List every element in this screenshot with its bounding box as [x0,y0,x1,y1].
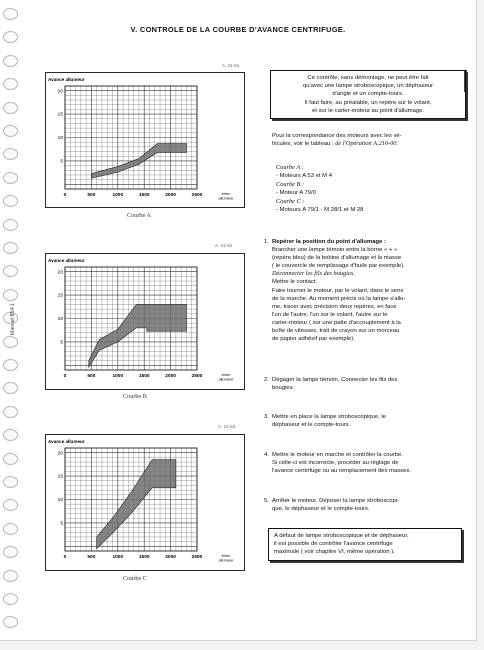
step-line: ( le couvercle de remplissage d'huile par exemple). [272,263,405,270]
caption-courbe-c: Courbe C [123,575,147,582]
step-number: 3. [264,414,269,420]
curve-engines: - Moteurs A 79/1 - M 28/1 et M 28 [276,207,364,214]
y-tick-label: 15 [57,474,63,480]
x-tick-label: 500 [87,193,96,198]
step-line: Mettre en place la lampe stroboscopique, le [272,414,386,420]
binder-hole [3,8,18,20]
x-tick-label: 2500 [191,193,203,198]
x-axis-label: allumeur [218,557,234,563]
step-line: Arrêter le moteur. Déposer la lampe stroboscopi- [272,498,400,504]
intro-line: qu'avec une lampe stroboscopique, un déphaseur [302,83,434,90]
x-tick-label: 1500 [138,193,150,198]
final-note-line: il est possible de contrôler l'avance centrifuge [274,541,393,548]
y-tick-label: 5 [60,521,63,527]
y-tick-label: 20 [57,270,63,276]
step-line: Faire tourner le moteur, par le volant, dans le sens [272,287,404,294]
step-line: Mettre le contact. [272,279,318,286]
binder-hole [3,476,18,488]
x-tick-label: 1000 [112,193,124,198]
x-tick-label: 0 [63,193,67,198]
y-tick-label: 10 [57,136,63,142]
side-label: Manuel 854-1 [10,303,16,335]
x-tick-label: 1000 [112,555,124,560]
x-tick-label: 500 [87,374,96,379]
correspondence-note [272,132,468,148]
binder-hole [3,78,18,90]
y-tick-label: 5 [60,340,63,346]
step-line: carter-moteur ( sur une patte d'accouplement à la [272,319,401,326]
binder-hole [3,289,18,301]
y-tick-label: 10 [57,498,63,504]
binder-hole [3,195,18,207]
binder-hole [3,429,18,441]
binder-hole [3,523,18,535]
step-number: 2. [264,377,269,383]
curve-engine-list [276,164,466,214]
intro-box [270,70,466,119]
x-tick-label: 0 [63,374,67,379]
chart-svg [45,72,245,208]
y-axis-label: Avance allumeur [48,77,85,82]
step-line: boîte de vitesses, trait de crayon sur un morceau [272,328,400,335]
y-tick-label: 20 [57,451,63,457]
x-axis-label: tr/mn [221,372,231,377]
x-tick-label: 2000 [165,555,176,560]
graph-courbe-b [45,253,245,395]
x-tick-label: 1500 [138,374,150,379]
step-3 [264,413,460,429]
binder-hole [3,125,18,137]
step-line: déphaseur et le compte-tours. [272,422,351,429]
figure-ref-a: A. 21-51 [222,63,240,68]
binder-hole [3,336,18,348]
curve-label: Courbe C : [276,197,305,205]
intro-line: Ce contrôle, sans démontage, ne peut être fait [307,75,429,81]
curve-engines: - Moteur A 79/0 [276,190,316,197]
binder-hole [3,406,18,418]
step-line: que, le déphaseur et le compte-tours. [272,506,370,513]
step-line: de papier adhésif par exemple). [272,336,355,343]
x-tick-label: 1000 [112,374,124,379]
step-line: bougies. [272,385,295,392]
step-4 [264,451,460,475]
final-note-line: A défaut de lampe stroboscopique et de déphaseur, [274,533,409,539]
step-line: l'avance centrifuge ou au remplacement des masses. [272,468,411,475]
step-line: (repère bleu) de la bobine d'allumage et la masse [272,255,402,262]
x-axis-label: allumeur [218,195,234,201]
step-2 [264,376,460,392]
step-line: Dégager la lampe témoin. Connecter les fils des [272,377,398,383]
final-note-line: maximale ( voir chapitre VI, même opération ). [274,549,395,556]
page-title: V. CONTROLE DE LA COURBE D'AVANCE CENTRIFUGE. [130,25,346,34]
caption-courbe-a: Courbe A [127,212,151,219]
figure-ref-c: A. 21-53 [218,424,236,429]
graph-courbe-a [45,72,245,213]
step-1 [264,238,460,343]
correspondence-line: hicules, voir le tableau : [272,141,334,148]
x-tick-label: 2000 [165,193,176,198]
x-tick-label: 2500 [191,555,203,560]
graph-frame [46,435,245,571]
step-number: 4. [264,452,269,458]
step-line: de la marche. Au moment précis où la lampe s'allu- [272,295,406,302]
figure-ref-b: A. 21-52 [215,243,233,248]
x-tick-label: 0 [63,555,67,560]
binder-hole [3,453,18,465]
step-line: me, tracer avec précision deux repères, en face [272,303,397,310]
x-tick-label: 1500 [138,555,150,560]
binder-hole [3,172,18,184]
step-5 [264,497,460,513]
step-line: Mettre le moteur en marche et contrôler la courbe. [272,452,403,458]
binder-hole [3,499,18,511]
final-note-box [268,528,462,561]
binder-hole [3,148,18,160]
correspondence-line: Pour la correspondance des moteurs avec les vé- [272,133,402,139]
curve-label: Courbe A : [276,164,304,171]
y-tick-label: 5 [60,159,63,165]
operation-reference: de l'Opération A.210-00. [335,140,398,148]
x-axis-label: tr/mn [221,191,231,196]
y-tick-label: 15 [57,112,63,118]
intro-line: Il faut faire, au préalable, un repère sur le volant, [304,99,432,106]
chart-svg [45,434,245,571]
binder-hole [3,546,18,558]
binder-hole [3,219,18,231]
curve-label: Courbe B : [276,180,304,188]
binder-hole [3,102,18,114]
step-line: Brancher une lampe témoin entre la borne « + » [272,247,398,254]
x-tick-label: 500 [87,555,96,560]
step-heading: Repérer la position du point d'allumage : [272,239,386,245]
step-line: Si celle-ci est incorrecte, procéder au réglage de [272,460,399,467]
step-number: 1. [264,239,269,245]
x-axis-label: tr/mn [221,553,231,558]
y-tick-label: 15 [57,293,63,299]
binder-hole [3,570,18,582]
x-tick-label: 2500 [191,374,203,379]
y-tick-label: 20 [57,89,63,95]
binder-hole [3,593,18,605]
x-axis-label: allumeur [218,376,234,382]
graph-frame [46,73,245,208]
binder-hole [3,382,18,394]
binder-hole [3,265,18,277]
step-italic-note: Déconnecter les fils des bougies. [272,270,355,278]
y-axis-label: Avance allumeur [48,439,85,444]
intro-line: d'angle et un compte-tours. [332,91,404,98]
x-tick-label: 2000 [165,374,176,379]
binder-hole [3,242,18,254]
caption-courbe-b: Courbe B [123,393,147,400]
binder-hole [3,359,18,371]
step-line: l'un de l'autre, l'un sur le volant, l'autre sur le [272,311,388,318]
step-number: 5. [264,498,269,504]
chart-svg [45,253,245,390]
intro-line: et sur le carter-moteur au point d'allumage. [311,107,425,114]
binder-hole [3,616,18,628]
y-axis-label: Avance allumeur [48,258,85,263]
curve-engines: - Moteurs A 53 et M 4 [276,173,332,180]
graph-courbe-c [45,434,245,576]
binder-hole [3,55,18,67]
y-tick-label: 10 [57,317,63,323]
